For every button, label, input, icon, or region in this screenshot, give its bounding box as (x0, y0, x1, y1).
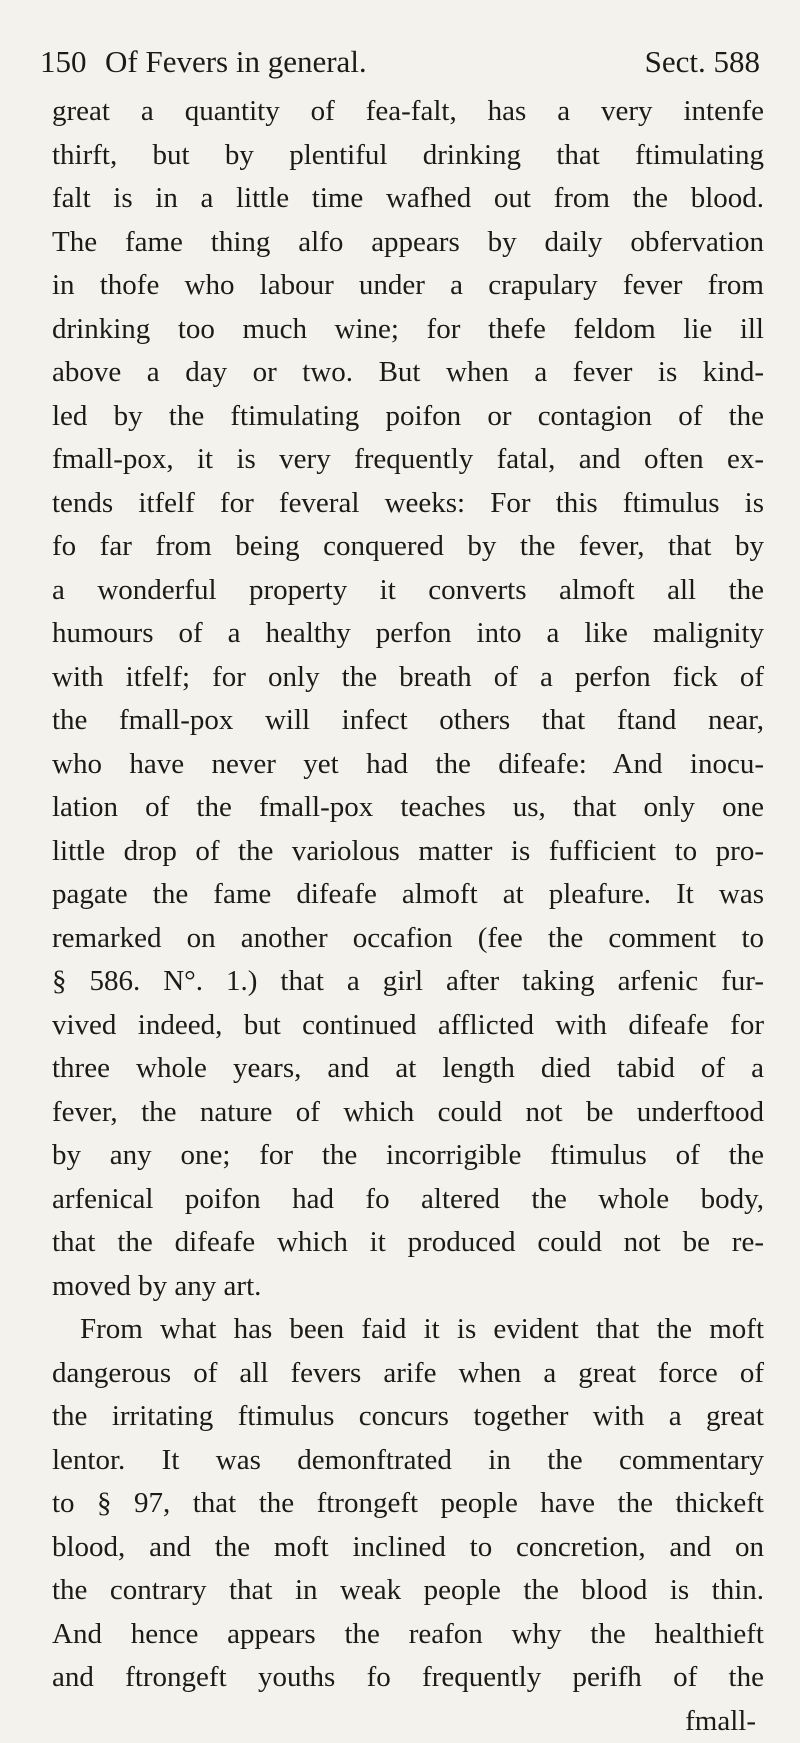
paragraph-start-line: From what has been faid it is evident that the moft (52, 1308, 764, 1352)
text-line: dangerous of all fevers arife when a great force of (52, 1352, 764, 1396)
text-line: thirft, but by plentiful drinking that ftimulating (52, 134, 764, 178)
text-line: And hence appears the reafon why the healthieft (52, 1613, 764, 1657)
text-line: falt is in a little time wafhed out from the blood. (52, 177, 764, 221)
body-text (52, 90, 764, 1743)
section-reference: Sect. 588 (645, 42, 760, 82)
running-title: Of Fevers in general. (105, 42, 367, 82)
text-line: pagate the fame difeafe almoft at pleafure. It was (52, 873, 764, 917)
text-line: the contrary that in weak people the blood is thin. (52, 1569, 764, 1613)
text-line: with itfelf; for only the breath of a perfon fick of (52, 656, 764, 700)
text-line: humours of a healthy perfon into a like malignity (52, 612, 764, 656)
page-number: 150 (40, 42, 87, 82)
text-line: to § 97, that the ftrongeft people have the thickeft (52, 1482, 764, 1526)
text-line: above a day or two. But when a fever is kind- (52, 351, 764, 395)
text-line: that the difeafe which it produced could not be re- (52, 1221, 764, 1265)
text-line: little drop of the variolous matter is fufficient to pro- (52, 830, 764, 874)
text-line: The fame thing alfo appears by daily obfervation (52, 221, 764, 265)
text-line: and ftrongeft youths fo frequently perifh of the (52, 1656, 764, 1700)
text-line: the irritating ftimulus concurs together with a great (52, 1395, 764, 1439)
catchword: fmall- (52, 1700, 764, 1743)
text-line: led by the ftimulating poifon or contagion of the (52, 395, 764, 439)
text-line: § 586. N°. 1.) that a girl after taking arfenic fur- (52, 960, 764, 1004)
text-line: fo far from being conquered by the fever, that by (52, 525, 764, 569)
text-line: by any one; for the incorrigible ftimulus of the (52, 1134, 764, 1178)
text-line: lentor. It was demonftrated in the commentary (52, 1439, 764, 1483)
text-line: great a quantity of fea-falt, has a very intenfe (52, 90, 764, 134)
text-line: blood, and the moft inclined to concretion, and on (52, 1526, 764, 1570)
text-line: moved by any art. (52, 1265, 764, 1309)
text-line: the fmall-pox will infect others that ftand near, (52, 699, 764, 743)
text-line: tends itfelf for feveral weeks: For this ftimulus is (52, 482, 764, 526)
running-head (40, 42, 760, 82)
text-line: lation of the fmall-pox teaches us, that only one (52, 786, 764, 830)
text-line: remarked on another occafion (fee the comment to (52, 917, 764, 961)
text-line: a wonderful property it converts almoft all the (52, 569, 764, 613)
text-line: drinking too much wine; for thefe feldom lie ill (52, 308, 764, 352)
text-line: vived indeed, but continued afflicted with difeafe for (52, 1004, 764, 1048)
text-line: arfenical poifon had fo altered the whole body, (52, 1178, 764, 1222)
text-line: in thofe who labour under a crapulary fever from (52, 264, 764, 308)
text-line: three whole years, and at length died tabid of a (52, 1047, 764, 1091)
text-line: fever, the nature of which could not be underftood (52, 1091, 764, 1135)
text-line: who have never yet had the difeafe: And inocu- (52, 743, 764, 787)
text-line: fmall-pox, it is very frequently fatal, and often ex- (52, 438, 764, 482)
